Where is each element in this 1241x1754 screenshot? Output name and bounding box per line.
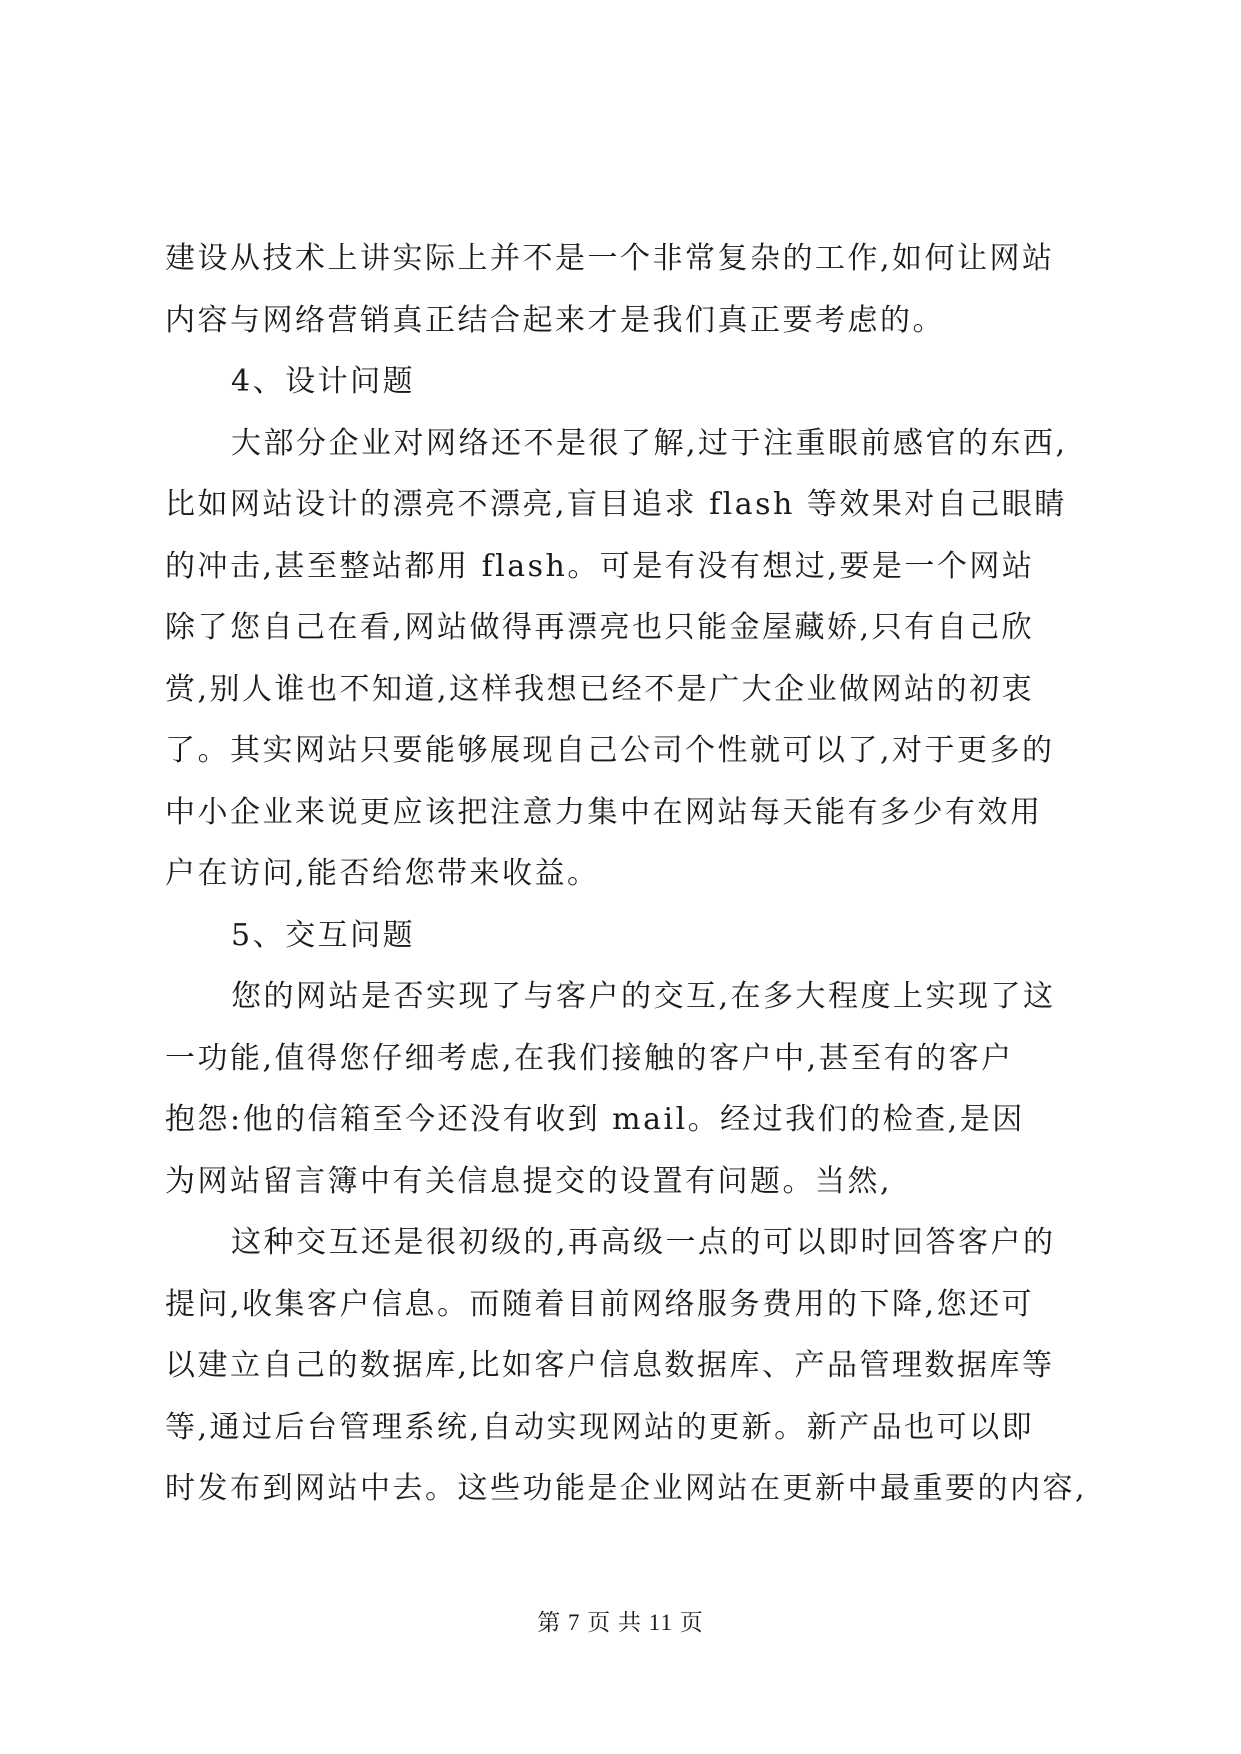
text-line: 4、设计问题: [231, 364, 416, 399]
text-line: 时发布到网站中去。这些功能是企业网站在更新中最重要的内容,: [165, 1471, 1088, 1506]
text-line: 等,通过后台管理系统,自动实现网站的更新。新产品也可以即: [165, 1409, 1035, 1445]
text-line: 赏,别人谁也不知道,这样我想已经不是广大企业做网站的初衷: [165, 671, 1035, 707]
text-line: 为网站留言簿中有关信息提交的设置有问题。当然,: [165, 1163, 893, 1199]
text-line: 中小企业来说更应该把注意力集中在网站每天能有多少有效用: [165, 794, 1043, 830]
text-line: 户在访问,能否给您带来收益。: [165, 856, 600, 891]
text-line: 了。其实网站只要能够展现自己公司个性就可以了,对于更多的: [165, 733, 1055, 768]
text-line: 建设从技术上讲实际上并不是一个非常复杂的工作,如何让网站: [165, 241, 1055, 276]
body-text: [165, 228, 1087, 1520]
text-line: 以建立自己的数据库,比如客户信息数据库、产品管理数据库等: [165, 1348, 1055, 1383]
text-line: 抱怨:他的信箱至今还没有收到 mail。经过我们的检查,是因: [165, 1102, 1025, 1137]
page-footer: 第 7 页 共 11 页: [537, 1610, 704, 1635]
text-line: 的冲击,甚至整站都用 flash。可是有没有想过,要是一个网站: [165, 548, 1035, 584]
text-line: 内容与网络营销真正结合起来才是我们真正要考虑的。: [165, 302, 945, 338]
text-line: 一功能,值得您仔细考虑,在我们接触的客户中,甚至有的客户: [165, 1040, 1014, 1076]
text-line: 提问,收集客户信息。而随着目前网络服务费用的下降,您还可: [165, 1286, 1035, 1322]
text-line: 大部分企业对网络还不是很了解,过于注重眼前感官的东西,: [231, 425, 1068, 461]
text-line: 这种交互还是很初级的,再高级一点的可以即时回答客户的: [231, 1225, 1056, 1260]
text-line: 您的网站是否实现了与客户的交互,在多大程度上实现了这: [231, 979, 1056, 1014]
text-line: 5、交互问题: [231, 917, 416, 953]
text-line: 除了您自己在看,网站做得再漂亮也只能金屋藏娇,只有自己欣: [165, 610, 1035, 645]
text-line: 比如网站设计的漂亮不漂亮,盲目追求 flash 等效果对自己眼睛: [165, 487, 1067, 522]
